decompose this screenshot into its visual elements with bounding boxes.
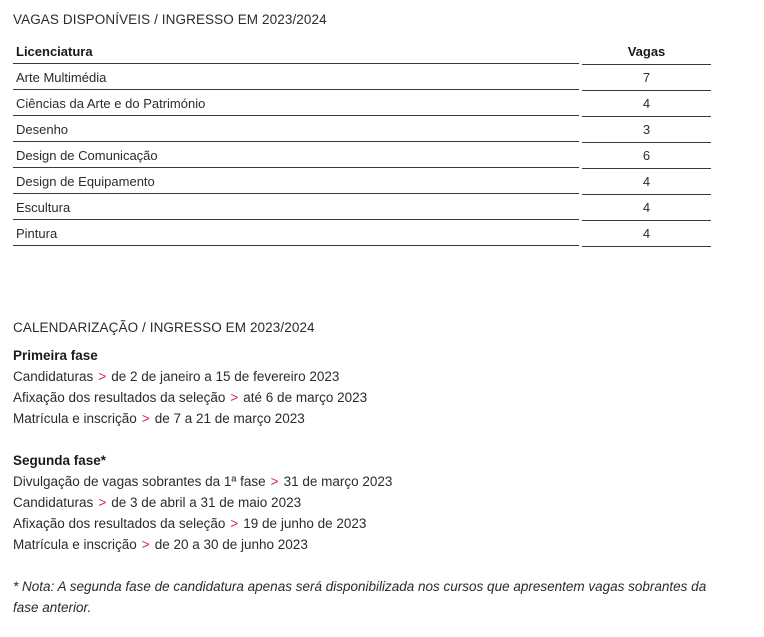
item-label: Afixação dos resultados da seleção bbox=[13, 516, 226, 531]
table-row bbox=[13, 221, 713, 247]
table-row bbox=[13, 65, 713, 91]
calendar-title: CALENDARIZAÇÃO / INGRESSO EM 2023/2024 bbox=[13, 320, 315, 335]
item-date: 19 de junho de 2023 bbox=[243, 516, 367, 531]
course-name: Pintura bbox=[13, 221, 579, 246]
vagas-title: VAGAS DISPONÍVEIS / INGRESSO EM 2023/2024 bbox=[13, 12, 327, 27]
calendar-item bbox=[13, 387, 367, 408]
item-date: de 7 a 21 de março 2023 bbox=[154, 411, 305, 426]
calendar-item bbox=[13, 408, 367, 429]
course-seats: 4 bbox=[582, 195, 711, 221]
calendar-item bbox=[13, 513, 392, 534]
separator-icon: > bbox=[230, 390, 239, 405]
item-label: Candidaturas bbox=[13, 369, 94, 384]
course-name: Design de Equipamento bbox=[13, 169, 579, 194]
header-vagas: Vagas bbox=[582, 39, 711, 65]
item-date: de 3 de abril a 31 de maio 2023 bbox=[111, 495, 302, 510]
item-date: até 6 de março 2023 bbox=[243, 390, 368, 405]
course-seats: 6 bbox=[582, 143, 711, 169]
separator-icon: > bbox=[98, 495, 107, 510]
separator-icon: > bbox=[141, 411, 150, 426]
table-header-row bbox=[13, 39, 713, 65]
course-seats: 4 bbox=[582, 169, 711, 195]
phase2-title: Segunda fase* bbox=[13, 453, 107, 468]
item-date: de 2 de janeiro a 15 de fevereiro 2023 bbox=[111, 369, 340, 384]
calendar-item bbox=[13, 471, 392, 492]
separator-icon: > bbox=[230, 516, 239, 531]
calendar-item bbox=[13, 492, 392, 513]
item-label: Candidaturas bbox=[13, 495, 94, 510]
course-name: Desenho bbox=[13, 117, 579, 142]
item-label: Divulgação de vagas sobrantes da 1ª fase bbox=[13, 474, 266, 489]
item-date: 31 de março 2023 bbox=[283, 474, 393, 489]
header-licenciatura: Licenciatura bbox=[13, 39, 579, 64]
item-label: Matrícula e inscrição bbox=[13, 537, 137, 552]
course-name: Escultura bbox=[13, 195, 579, 220]
course-name: Ciências da Arte e do Património bbox=[13, 91, 579, 116]
course-name: Design de Comunicação bbox=[13, 143, 579, 168]
phase1-title: Primeira fase bbox=[13, 348, 98, 363]
course-seats: 7 bbox=[582, 65, 711, 91]
course-seats: 4 bbox=[582, 91, 711, 117]
phase2-block bbox=[13, 450, 392, 555]
table-row bbox=[13, 169, 713, 195]
course-seats: 3 bbox=[582, 117, 711, 143]
table-row bbox=[13, 195, 713, 221]
course-seats: 4 bbox=[582, 221, 711, 247]
table-row bbox=[13, 91, 713, 117]
calendar-item bbox=[13, 534, 392, 555]
vagas-table bbox=[13, 39, 713, 247]
footnote: * Nota: A segunda fase de candidatura apenas será disponibilizada nos cursos que apresentem vagas sobrantes da fase anterior. bbox=[13, 579, 707, 615]
course-name: Arte Multimédia bbox=[13, 65, 579, 90]
table-row bbox=[13, 143, 713, 169]
calendar-item bbox=[13, 366, 367, 387]
item-label: Matrícula e inscrição bbox=[13, 411, 137, 426]
item-date: de 20 a 30 de junho 2023 bbox=[154, 537, 308, 552]
separator-icon: > bbox=[141, 537, 150, 552]
phase1-block bbox=[13, 345, 367, 429]
table-row bbox=[13, 117, 713, 143]
separator-icon: > bbox=[270, 474, 279, 489]
separator-icon: > bbox=[98, 369, 107, 384]
item-label: Afixação dos resultados da seleção bbox=[13, 390, 226, 405]
